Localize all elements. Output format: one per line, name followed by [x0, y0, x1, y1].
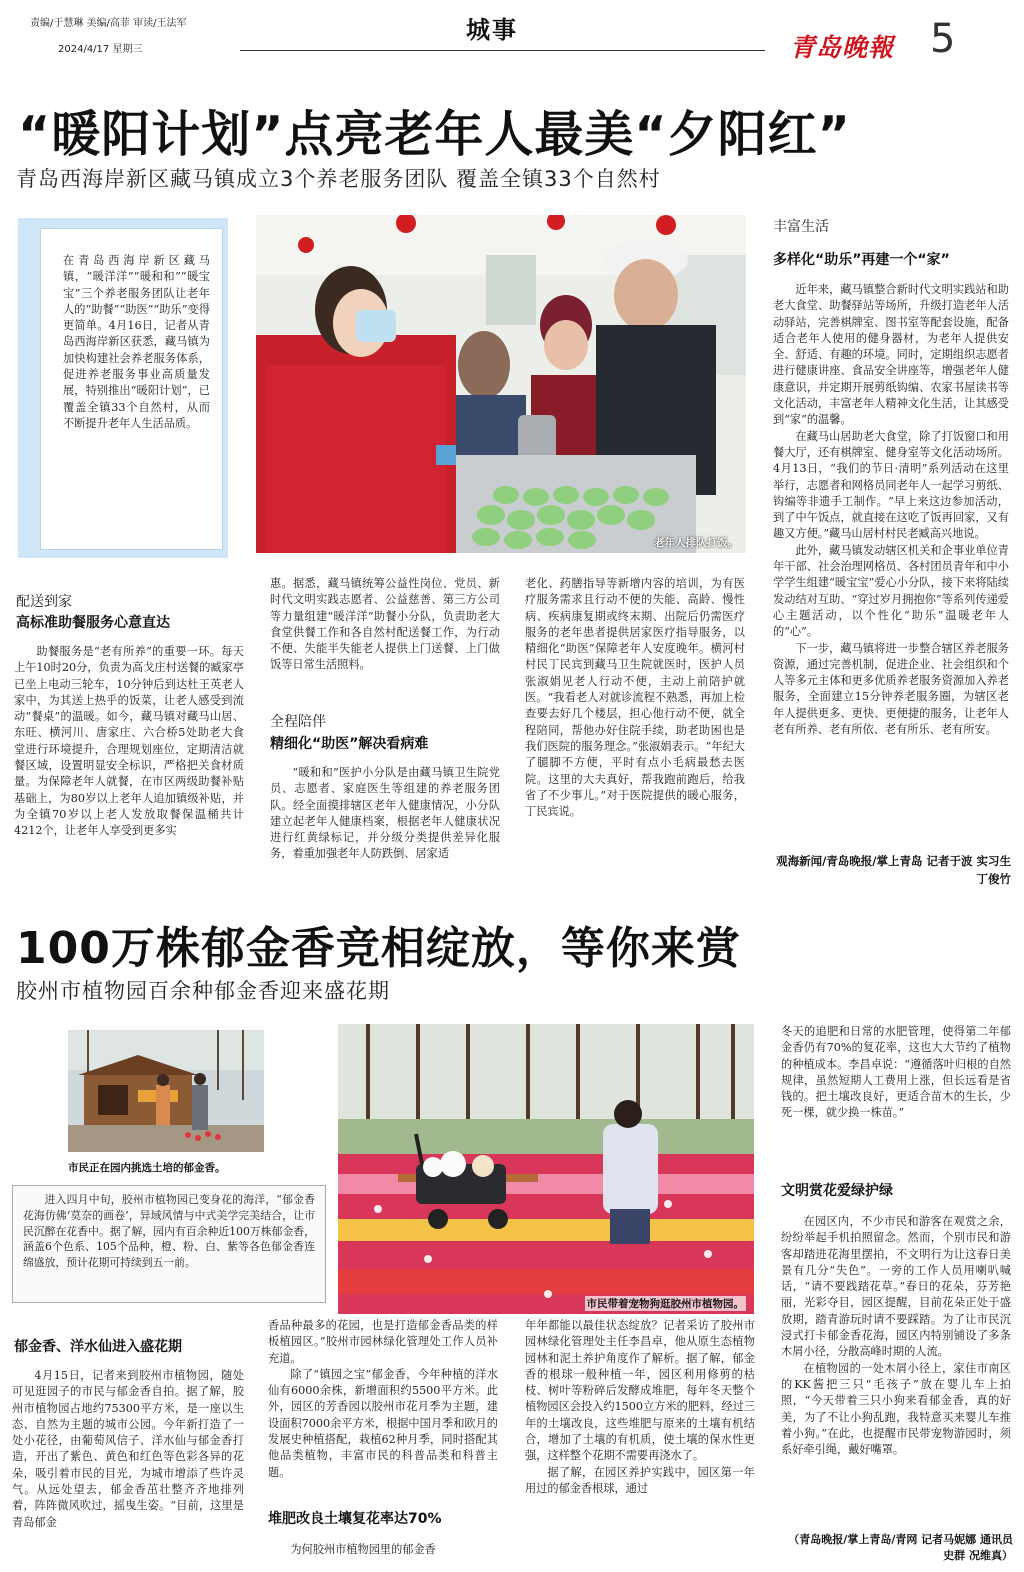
story2-col2-text-c: 为何胶州市植物园里的郁金香	[290, 1543, 436, 1556]
story2-lead-box	[12, 1185, 326, 1303]
story1-sec3-kicker: 丰富生活	[773, 219, 829, 235]
page-number: 5	[930, 16, 956, 62]
story1-sec1-head: 高标准助餐服务心意直达	[16, 615, 170, 631]
editors-line: 责编/于慧琳 美编/高菲 审读/王法军	[30, 18, 187, 29]
story2-lead-text: 进入四月中旬，胶州市植物园已变身花的海洋，“郁金香花海仿佛‘莫奈的画卷’，异域风情与中式美学完美结合，让市民沉醉在花香中。据了解，园内有百余种近100万株郁金香，涵盖6个色系、105个品种，橙、粉、白、紫等各色郁金香连绵盛放，预计花期可持续到五一前。	[23, 1193, 315, 1270]
story1-photo-caption: 老年人排队打饭。	[654, 537, 738, 549]
story2-photo2	[338, 1024, 754, 1314]
tulip-field-photo	[338, 1024, 754, 1314]
story2-col4-text-b: 在园区内，不少市民和游客在观赏之余，纷纷举起手机拍照留念。然而，个别市民和游客却踏进花海里摆拍，不文明行为让这春日美景有几分“失色”。一旁的工作人员用喇叭喊话，“请不要践踏花草。”春日的花朵，芬芳艳丽，光彩夺目，园区提醒，目前花朵正处于盛放期，踏青游玩时请不要踩踏。为了让市民沉浸式打卡郁金香花海，园区内特别铺设了多条木屑小径，分散高峰时期的人流。 在植物园的一处木屑小径上，家住市南区的KK酱把三只“毛孩子”放在婴儿车上拍照，“今天带着三只小狗来看郁金香，真的好美，为了不让小狗乱跑，我特意买来婴儿车推着小狗。”在此，也提醒市民带宠物游园时，须系好牵引绳，戴好嘴罩。	[781, 1215, 1011, 1457]
story1-headline: “暖阳计划”点亮老年人最美“夕阳红”	[18, 106, 851, 163]
story2-col1-text: 4月15日，记者来到胶州市植物园，随处可见逛园子的市民与郁金香自拍。据了解，胶州市植物园占地约75300平方米，是一座以生态、自然为主题的城市公园。今年新打造了一处小花径，由葡萄风信子、洋水仙与郁金香打造，开出了紫色、黄色和红色等色彩各异的花朵，吸引着市民的目光，为城市增添了些许灵气。从远处望去，郁金香茁壮整齐齐地排列着，阵阵微风吹过，摇曳生姿。“目前，这里是青岛郁金	[12, 1369, 244, 1529]
story2-sec2-head: 堆肥改良土壤复花率达70%	[268, 1511, 442, 1527]
story1-lead-box	[18, 218, 228, 558]
story2-col4-text: 冬天的追肥和日常的水肥管理，使得第二年郁金香仍有70%的复花率，这也大大节约了植物的种植成本。李昌卓说：“遵循落叶归根的自然规律，虽然短期人工费用上涨，但长远看是省钱的。把土壤改良好，更适合苗木的生长，少死一棵，就少换一株苗。”	[781, 1025, 1011, 1120]
story1-sec2-text: “暖和和”医护小分队是由藏马镇卫生院党员、志愿者、家庭医生等组建的养老服务团队。经全面摸排辖区老年人健康情况，小分队建立起老年人健康档案，根据老年人健康状况进行红黄绿标记，并分级分类提供差异化服务，着重加强老年人防跌倒、居家适	[270, 766, 500, 861]
story1-subhead: 青岛西海岸新区藏马镇成立3个养老服务团队 覆盖全镇33个自然村	[16, 167, 661, 191]
story1-col3-text: 老化、药膳指导等新增内容的培训，为有医疗服务需求且行动不便的失能、高龄、慢性病、疾病康复期或终末期、出院后仍需医疗服务的老年患者提供居家医疗指导服务，以精细化“助医”保障老年人安度晚年。横河村村民丁民宾到藏马卫生院就医时，医护人员张淑娟见老人行动不便，主动上前陪护就医。“我看老人对就诊流程不熟悉，再加上检查要去好几个楼层，担心他行动不便，就全程陪同，帮他办好住院手续，助老助困也是我们医院的服务理念。”张淑娟表示。“年纪大了腿脚不方便，平时有点小毛病最愁去医院。这里的大夫真好，帮我跑前跑后，给我省了不少事儿。”对于医院提供的暖心服务，丁民宾说。	[525, 577, 745, 819]
story2-col2-text: 香品种最多的花园，也是打造郁金香品类的样板植园区。”胶州市园林绿化管理处工作人员补充道。 除了“镇园之宝”郁金香，今年种植的洋水仙有6000余株，新增面积约5500平方米。此外，园区的芳香园以胶州市花月季为主题，建设面积7000余平方米，根据中国月季和欧月的发展史种植搭配，栽植62种月季，同时搭配其他品类植物，丰富市民的科普品类和科普主题。	[268, 1319, 498, 1479]
header-rule	[240, 50, 765, 51]
story1-photo	[256, 215, 746, 553]
story1-sec1-text: 助餐服务是“老有所养”的重要一环。每天上午10时20分，负责为高戈庄村送餐的臧家亭已坐上电动三轮车，10分钟后到达杜王英老人家中，为其送上热乎的饭菜，让老人感受到流动“餐桌”的温暖。如今，藏马镇对藏马山居、东旺、横河川、唐家庄、六合桥5处助老大食堂进行环境提升，合理规划座位，定期清洁就餐区域，设置明显安全标识，严格把关食材质量。为保障老年人就餐，在市区两级助餐补贴基础上，为80岁以上老年人追加镇级补贴，并为全镇70岁以上老人发放取餐保温桶共计4212个，让老年人享受到更多实	[14, 645, 244, 838]
story1-byline: 观海新闻/青岛晚报/掌上青岛 记者于波 实习生 丁俊竹	[776, 854, 1011, 886]
story2-col3-text: 年年都能以最佳状态绽放？记者采访了胶州市园林绿化管理处主任李昌卓，他从原生态植物园林和泥土养护角度作了解析。据了解，郁金香的根球一般种植一年，园区利用修剪的枯枝、树叶等粉碎后发酵成堆肥，每年冬天整个植物园区会投入约1500立方米的肥料，经过三年的土壤改良，这些堆肥与原来的土壤有机结合，增加了土壤的有机质，使土壤的保水性更强，这样整个花期不需要再浇水了。 据了解，在园区养护实践中，园区第一年用过的郁金香根球，通过	[525, 1319, 755, 1495]
story1-sec1-kicker: 配送到家	[16, 594, 72, 610]
story2-byline: （青岛晚报/掌上青岛/青网 记者马妮娜 通讯员 史群 况维真）	[788, 1533, 1013, 1562]
issue-date: 2024/4/17 星期三	[58, 44, 143, 55]
story2-subhead: 胶州市植物园百余种郁金香迎来盛花期	[16, 979, 390, 1003]
story1-sec2-kicker: 全程陪伴	[270, 714, 326, 730]
story2-sec3-head: 文明赏花爱绿护绿	[781, 1183, 893, 1199]
story1-lead-text: 在青岛西海岸新区藏马镇，“暖洋洋”“暖和和”“暖宝宝”三个养老服务团队让老年人的“助餐”“助医”“助乐”变得更简单。4月16日，记者从青岛西海岸新区获悉，藏马镇为加快构建社会养老服务体系，促进养老服务事业高质量发展，特别推出“暖阳计划”，已覆盖全镇33个自然村，从而不断提升老年人生活品质。	[63, 254, 210, 430]
story2-photo1-caption: 市民正在园内挑选土培的郁金香。	[68, 1162, 226, 1174]
story2-sec1-head: 郁金香、洋水仙进入盛花期	[14, 1339, 182, 1355]
story2-photo2-caption: 市民带着宠物狗逛胶州市植物园。	[586, 1298, 744, 1310]
story1-sec3-text: 近年来，藏马镇整合新时代文明实践站和助老大食堂、助餐驿站等场所，升级打造老年人活动驿站，完善棋牌室、图书室等配套设施，配备适合老年人使用的健身器材，为老年人提供安全、舒适、有趣的环境。同时，定期组织志愿者进行健康讲座、食品安全讲座等，增强老年人健康意识，并定期开展剪纸钩编、农家书屋读书等文化活动，丰富老年人精神文化生活，让其感受到“家”的温馨。 在藏马山居助老大食堂，除了打饭窗口和用餐大厅，还有棋牌室、健身室等文化活动场所。4月13日，“我们的节日·清明”系列活动在这里举行，志愿者和网格员同老年人一起学习剪纸、钩编等非遗手工制作。“早上来这边参加活动，到了中午饭点，就直接在这吃了饭再回家，又有趣又方便。”藏马山居村村民老臧高兴地说。 此外，藏马镇发动辖区机关和企事业单位青年干部、社会治理网格员、各村团员青年和中小学学生组建“暖宝宝”爱心小分队，接下来将陆续发动结对互助、“穿过岁月拥抱你”等系列传递爱心主题活动，以个性化“助乐”温暖老年人的“心”。 下一步，藏马镇将进一步整合辖区养老服务资源，通过完善机制，促进企业、社会组织和个人等多元主体和更多优质养老服务资源加入养老服务，全面建立15分钟养老服务圈，为辖区老年人提供更多、更快、更便捷的服务，让老年人老有所养、老有所依、老有所乐、老有所安。	[773, 283, 1009, 737]
section-name: 城事	[466, 16, 518, 44]
story1-col2-text: 惠。据悉，藏马镇统筹公益性岗位、党员、新时代文明实践志愿者、公益慈善、第三方公司等力量组建“暖洋洋”助餐小分队，负责助老大食堂供餐工作和各自然村配送餐工作，为行动不便、失能半失能老人提供上门送餐、上门做饭等日常生活照料。	[270, 577, 500, 672]
newspaper-logo: 青岛晚報	[790, 33, 895, 62]
story1-sec3-head: 多样化“助乐”再建一个“家”	[773, 252, 950, 268]
story1-sec2-head: 精细化“助医”解决看病难	[270, 736, 429, 752]
story2-headline: 100万株郁金香竞相绽放，等你来赏	[16, 923, 741, 974]
elderly-queue-photo	[256, 215, 746, 553]
story2-photo1	[68, 1030, 264, 1152]
flower-shop-photo	[68, 1030, 264, 1152]
